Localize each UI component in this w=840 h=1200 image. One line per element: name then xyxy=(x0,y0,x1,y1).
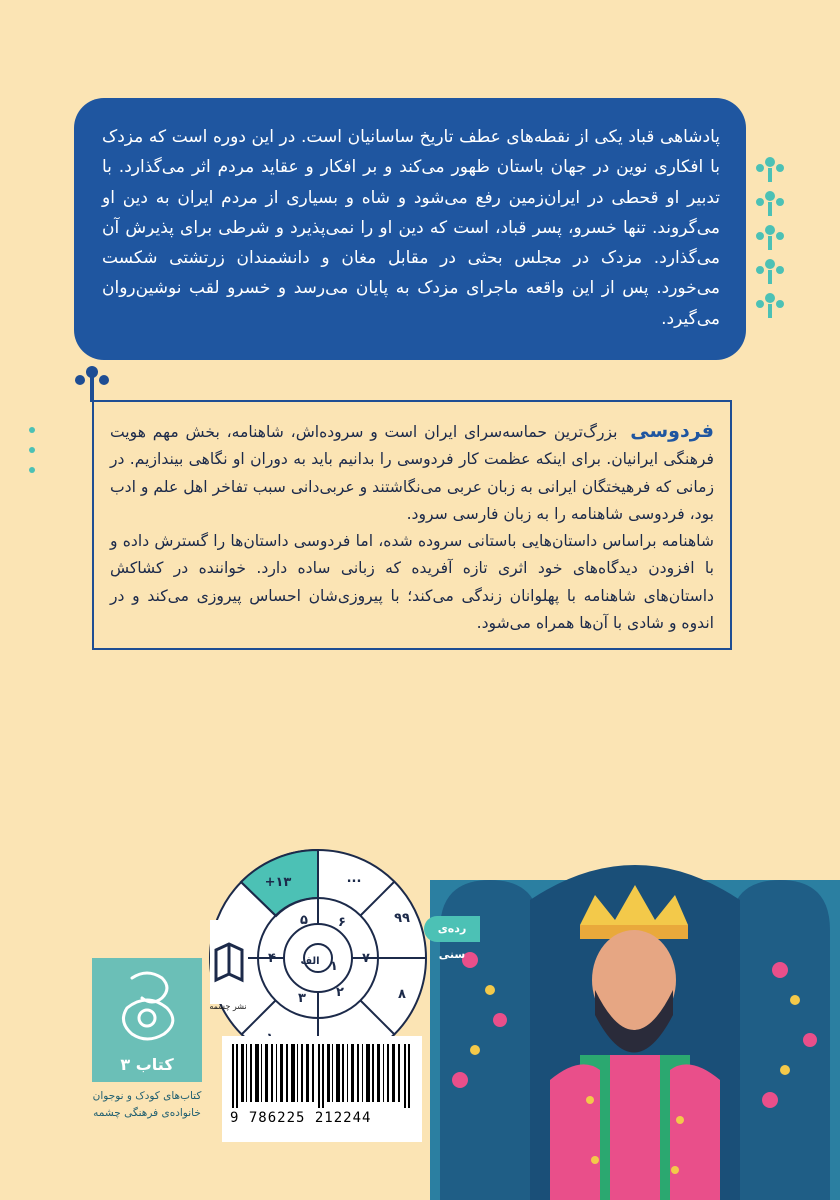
age-segment: ۳ xyxy=(298,991,306,1006)
about-paragraph-1 xyxy=(110,418,714,528)
age-segment-center: الف xyxy=(300,956,320,967)
about-ferdowsi-box xyxy=(92,400,732,650)
series-caption-line-2: خانواده‌ی فرهنگی چشمه xyxy=(93,1107,201,1119)
series-logo-icon xyxy=(92,958,202,1082)
synopsis-box xyxy=(74,98,746,360)
age-segment: ... xyxy=(346,871,362,886)
about-paragraph-2: شاهنامه براساس داستان‌هایی باستانی سروده شده، اما فردوسی داستان‌ها را گسترش داده و با افزودن دیدگاه‌های خود اثری تازه آفریده که زبانی ساده دارد. خواننده در کشاکش داستان‌های شاهنامه با پهلوانان زندگی می‌کند؛ با پیروزی‌شان احساس پیروزی می‌کند و در اندوه و شادی با آن‌ها همراه می‌شود. xyxy=(110,532,714,633)
series-logo xyxy=(92,958,202,1082)
series-logo-text: کتاب ۳ xyxy=(120,1055,174,1074)
publisher-logo-icon xyxy=(210,920,248,1004)
isbn-digits: 9 786225 212244 xyxy=(230,1110,372,1126)
age-segment: ۸ xyxy=(398,987,406,1002)
age-segment: ۶ xyxy=(338,915,346,930)
publisher-name: نشر چشمه xyxy=(209,1002,247,1011)
age-group-badge: رده‌ی سنی xyxy=(424,916,480,942)
age-segment: ۵ xyxy=(300,913,308,928)
synopsis-text: پادشاهی قباد یکی از نقطه‌های عطف تاریخ ساسانیان است. در این دوره است که مزدک با افکاری نوین در جهان باستان ظهور می‌کند و بر افکار و عقاید مردم اثر می‌گذارد. با تدبیر او قحطی در ایران‌زمین رفع می‌شود و شاه و بسیاری از مردم ایران به دین او می‌گروند. تنها خسرو، پسر قباد، است که دین او را نمی‌پذیرد و شرطی برای پذیرش آن می‌گذارد. مزدک در مجلس بحثی در مقابل مغان و دانشمندان زرتشتی شکست می‌خورد. پس از این واقعه ماجرای مزدک به پایان می‌رسد و خسرو لقب نوشین‌روان می‌گیرد. xyxy=(102,127,720,329)
about-paragraph-1-text: بزرگ‌ترین حماسه‌سرای ایران است و سروده‌اش، شاهنامه، بخش مهم هویت فرهنگی ایرانیان. برای اینکه عظمت کار فردوسی را بدانیم باید به دوران او نگاهی بیندازیم. در زمانی که فرهیختگان ایرانی به زبان عربی می‌نگاشتند و عربی‌دانی سبب تفاخر اهل علم و ادب بود، فردوسی شاهنامه را به زبان فارسی سرود. xyxy=(110,423,714,523)
age-segment: ۷ xyxy=(362,951,370,966)
isbn-barcode xyxy=(222,1036,422,1142)
series-caption xyxy=(80,1088,214,1122)
age-segment: ۴ xyxy=(268,951,276,966)
miniature-king-illustration xyxy=(430,840,840,1200)
age-segment: ۱ xyxy=(330,959,338,974)
frame-corner-ornament xyxy=(64,362,120,402)
series-caption-line-1: کتاب‌های کودک و نوجوان xyxy=(92,1090,202,1102)
side-floral-ornament xyxy=(752,150,788,330)
barcode-bars xyxy=(230,1044,414,1108)
left-edge-ornament xyxy=(26,420,38,480)
age-segment: ۹۹ xyxy=(394,911,410,926)
age-segment: ۲ xyxy=(336,985,344,1000)
about-title: فردوسی xyxy=(630,420,714,442)
age-highlight: +۱۳ xyxy=(264,875,292,890)
